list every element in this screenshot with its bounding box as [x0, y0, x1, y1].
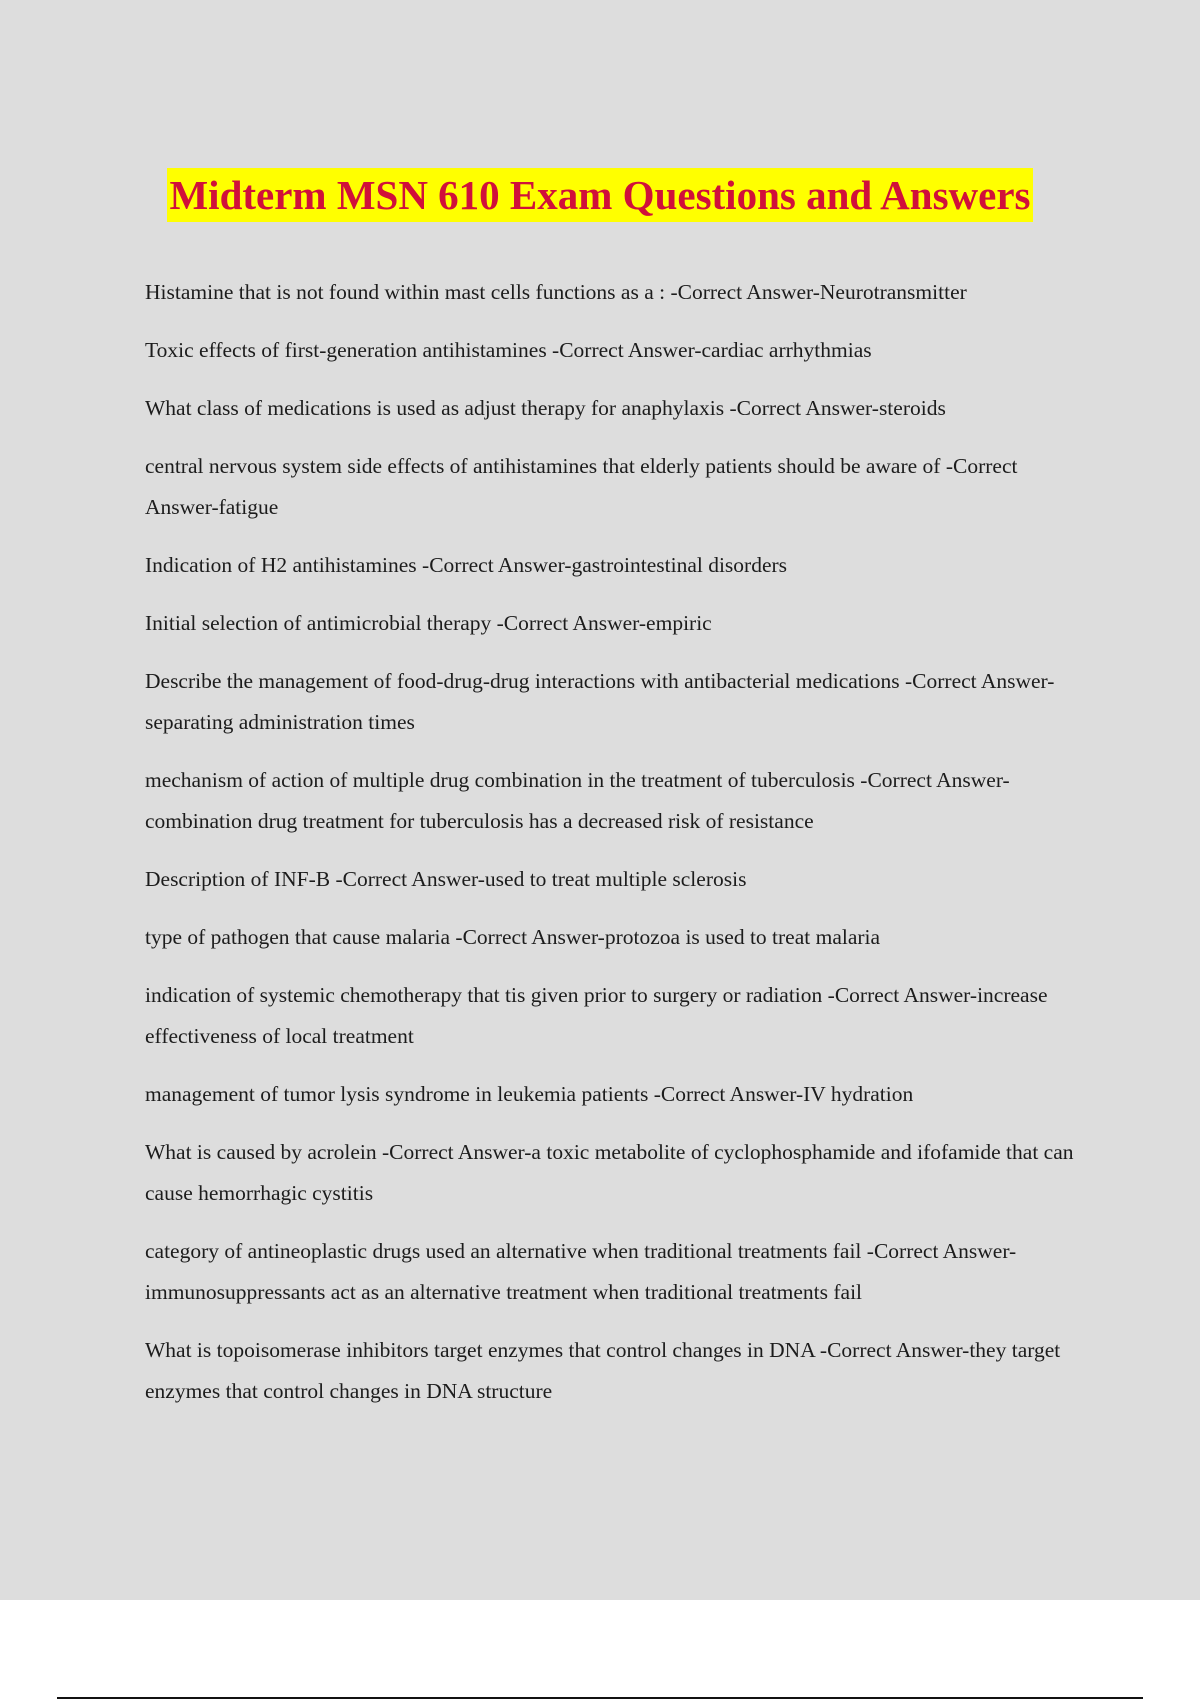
qa-item-8: mechanism of action of multiple drug combination in the treatment of tuberculosis -Correct Answer-combination drug treatment for tuberculosis has a decreased risk of resistance — [145, 768, 1010, 833]
qa-list — [145, 272, 1090, 1429]
qa-item-15: What is topoisomerase inhibitors target enzymes that control changes in DNA -Correct Answer-they target enzymes that control changes in DNA structure — [145, 1338, 1061, 1403]
qa-item-3: What class of medications is used as adjust therapy for anaphylaxis -Correct Answer-steroids — [145, 396, 946, 420]
qa-item-4: central nervous system side effects of antihistamines that elderly patients should be aware of -Correct Answer-fatigue — [145, 454, 1018, 519]
qa-item-6: Initial selection of antimicrobial therapy -Correct Answer-empiric — [145, 611, 712, 635]
qa-item-1: Histamine that is not found within mast cells functions as a : -Correct Answer-Neurotransmitter — [145, 280, 967, 304]
document-title: Midterm MSN 610 Exam Questions and Answers — [167, 168, 1032, 222]
qa-item-5: Indication of H2 antihistamines -Correct Answer-gastrointestinal disorders — [145, 553, 788, 577]
qa-item-9: Description of INF-B -Correct Answer-used to treat multiple sclerosis — [145, 867, 747, 891]
qa-item-12: management of tumor lysis syndrome in leukemia patients -Correct Answer-IV hydration — [145, 1082, 914, 1106]
page-divider — [57, 1697, 1143, 1699]
qa-item-11: indication of systemic chemotherapy that tis given prior to surgery or radiation -Correct Answer-increase effectiveness of local treatment — [145, 983, 1048, 1048]
qa-item-7: Describe the management of food-drug-drug interactions with antibacterial medications -Correct Answer-separating administration times — [145, 669, 1055, 734]
qa-item-2: Toxic effects of first-generation antihistamines -Correct Answer-cardiac arrhythmias — [145, 338, 872, 362]
qa-item-13: What is caused by acrolein -Correct Answer-a toxic metabolite of cyclophosphamide and ifofamide that can cause hemorrhagic cystitis — [145, 1140, 1074, 1205]
qa-item-14: category of antineoplastic drugs used an alternative when traditional treatments fail -Correct Answer-immunosuppressants act as an alternative treatment when traditional treatments fail — [145, 1239, 1017, 1304]
qa-item-10: type of pathogen that cause malaria -Correct Answer-protozoa is used to treat malaria — [145, 925, 881, 949]
title-container — [0, 168, 1200, 222]
